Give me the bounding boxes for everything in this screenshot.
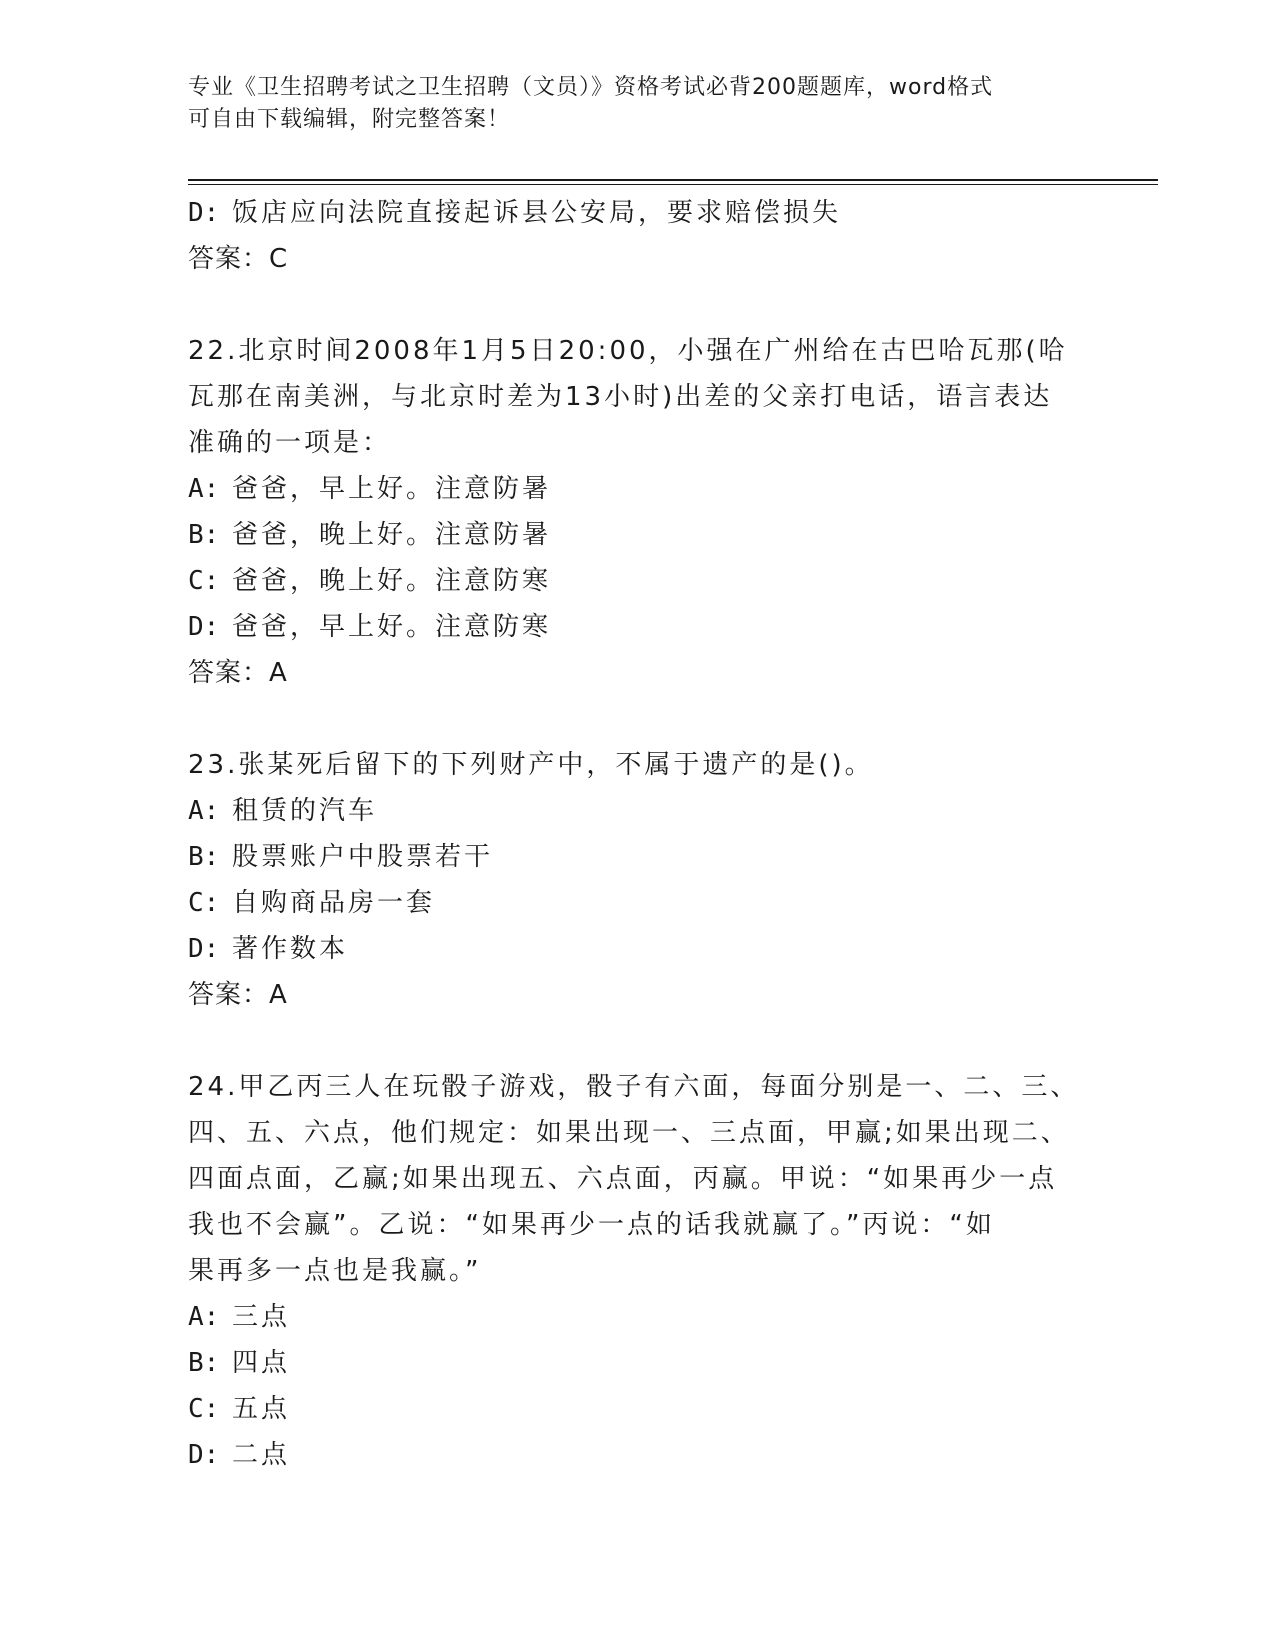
option-letter: B:: [188, 1348, 220, 1378]
header-divider-thin: [188, 184, 1158, 185]
option-letter: C:: [188, 888, 220, 918]
option-b: [188, 512, 1088, 558]
option-c: [188, 880, 1088, 926]
option-letter: D:: [188, 934, 220, 964]
question-text-line: 22.北京时间2008年1月5日20:00，小强在广州给在古巴哈瓦那(哈: [188, 336, 1068, 366]
answer-line: 答案：A: [188, 980, 288, 1010]
question-text-line: 24.甲乙丙三人在玩骰子游戏，骰子有六面，每面分别是一、二、三、: [188, 1072, 1080, 1102]
question-text-line: 果再多一点也是我赢。”: [188, 1256, 482, 1286]
question-24: [188, 1064, 1088, 1294]
question-22: [188, 328, 1088, 466]
question-text-line: 瓦那在南美洲，与北京时差为13小时)出差的父亲打电话，语言表达: [188, 382, 1053, 412]
option-c: [188, 558, 1088, 604]
spacer: [188, 1018, 1088, 1064]
spacer: [188, 696, 1088, 742]
option-letter: B:: [188, 842, 220, 872]
option-text: 四点: [232, 1348, 291, 1378]
option-letter: B:: [188, 520, 220, 550]
option-text: 股票账户中股票若干: [232, 842, 494, 872]
option-text: 爸爸，晚上好。注意防暑: [232, 520, 552, 550]
header-line-1: 专业《卫生招聘考试之卫生招聘（文员）》资格考试必背200题题库，word格式: [188, 75, 994, 100]
header-divider-thick: [188, 179, 1158, 181]
option-letter: D:: [188, 612, 220, 642]
option-c: [188, 1386, 1088, 1432]
option-text: 爸爸，晚上好。注意防寒: [232, 566, 552, 596]
option-letter: D:: [188, 198, 220, 228]
option-d: [188, 190, 1088, 236]
option-a: [188, 466, 1088, 512]
option-letter: A:: [188, 474, 220, 504]
header-line-2: 可自由下载编辑，附完整答案！: [188, 107, 511, 132]
option-b: [188, 834, 1088, 880]
answer-line: 答案：C: [188, 244, 289, 274]
option-letter: A:: [188, 796, 220, 826]
question-text-line: 我也不会赢”。乙说：“如果再少一点的话我就赢了。”丙说：“如: [188, 1210, 995, 1240]
option-letter: C:: [188, 1394, 220, 1424]
option-text: 五点: [232, 1394, 291, 1424]
question-text-line: 四、五、六点，他们规定：如果出现一、三点面，甲赢;如果出现二、: [188, 1118, 1070, 1148]
option-d: [188, 1432, 1088, 1478]
document-header: [188, 72, 1068, 136]
option-text: 饭店应向法院直接起诉县公安局，要求赔偿损失: [232, 198, 842, 228]
question-text-line: 准确的一项是：: [188, 428, 392, 458]
option-d: [188, 604, 1088, 650]
option-text: 三点: [232, 1302, 291, 1332]
option-text: 租赁的汽车: [232, 796, 378, 826]
question-text-line: 四面点面，乙赢;如果出现五、六点面，丙赢。甲说：“如果再少一点: [188, 1164, 1058, 1194]
option-b: [188, 1340, 1088, 1386]
option-letter: D:: [188, 1440, 220, 1470]
question-text-line: 23.张某死后留下的下列财产中，不属于遗产的是()。: [188, 750, 874, 780]
option-letter: C:: [188, 566, 220, 596]
option-text: 自购商品房一套: [232, 888, 436, 918]
spacer: [188, 282, 1088, 328]
option-text: 著作数本: [232, 934, 349, 964]
option-text: 爸爸，早上好。注意防寒: [232, 612, 552, 642]
document-body: [188, 190, 1088, 1478]
question-23: [188, 742, 1088, 788]
option-text: 二点: [232, 1440, 291, 1470]
option-letter: A:: [188, 1302, 220, 1332]
option-a: [188, 1294, 1088, 1340]
option-text: 爸爸，早上好。注意防暑: [232, 474, 552, 504]
answer-line: 答案：A: [188, 658, 288, 688]
option-d: [188, 926, 1088, 972]
option-a: [188, 788, 1088, 834]
